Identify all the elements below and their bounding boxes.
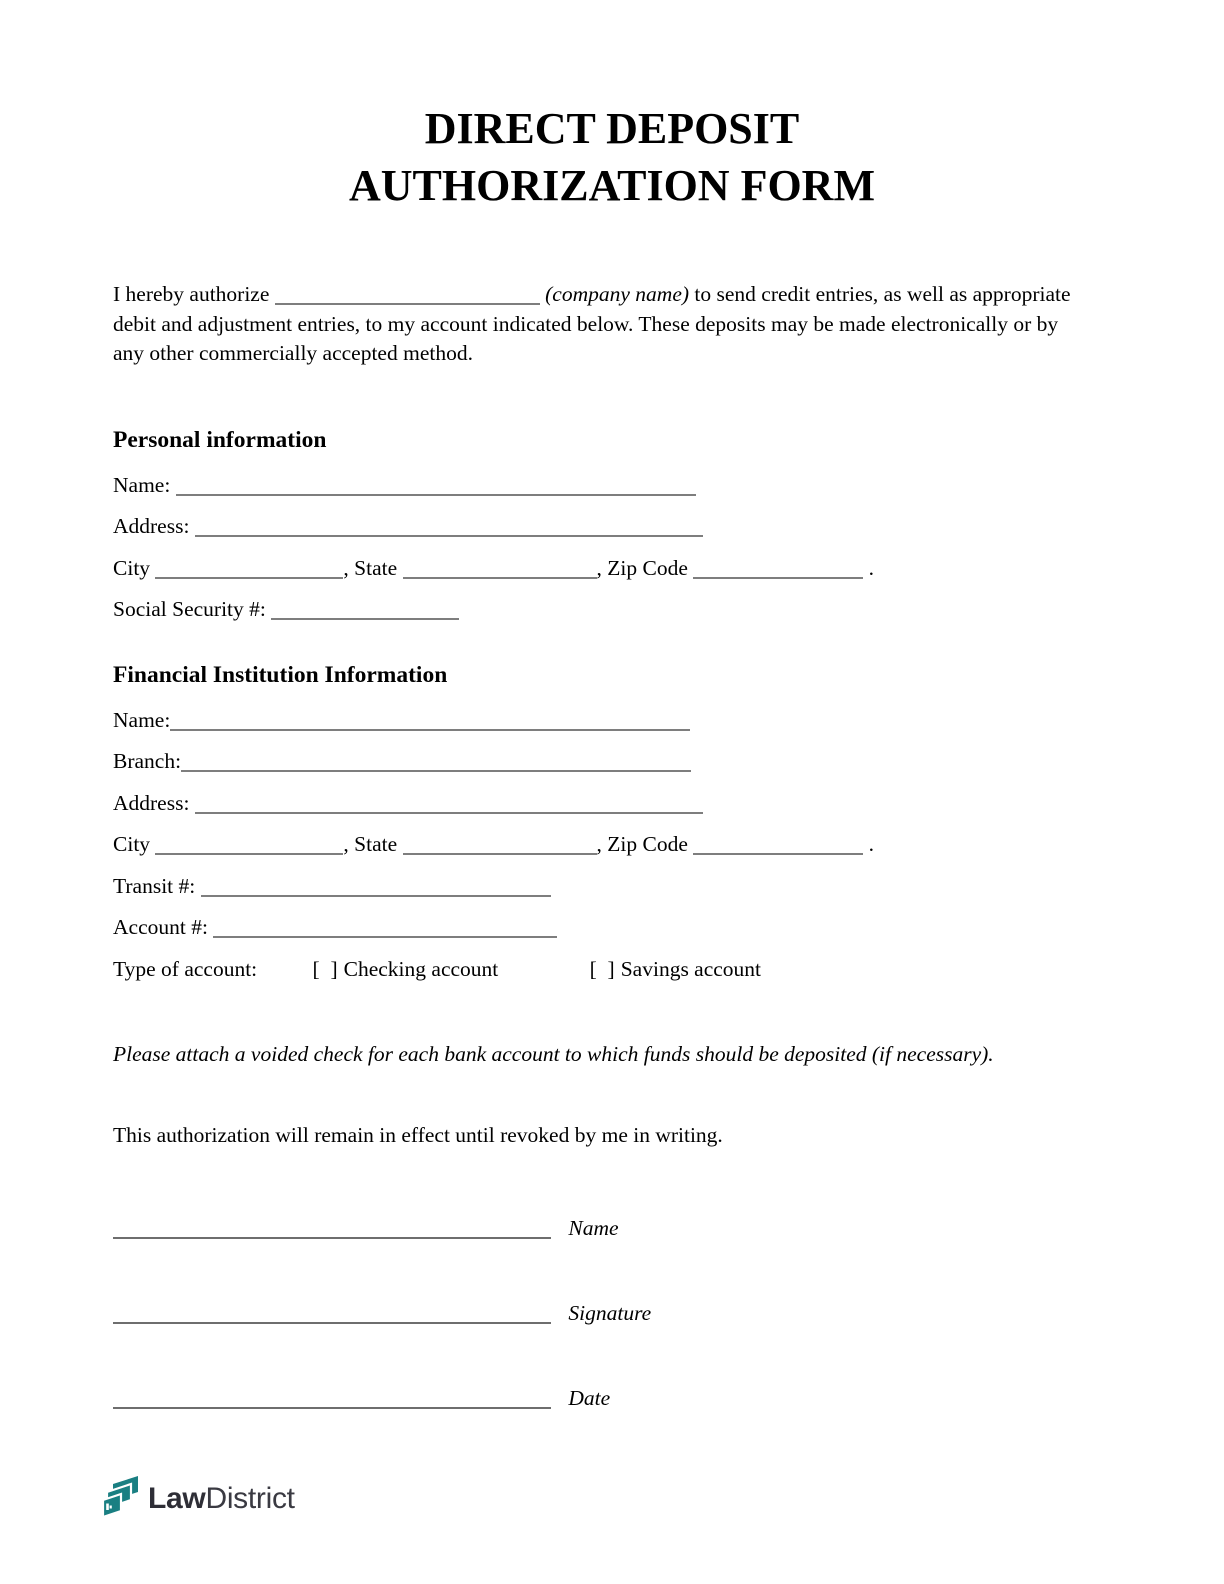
financial-address-input-line[interactable] [195, 796, 703, 814]
voided-check-note: Please attach a voided check for each bank account to which funds should be deposited (if necessary). [113, 1042, 994, 1066]
financial-name-row [113, 709, 1111, 733]
financial-zip-input-line[interactable] [693, 837, 863, 855]
personal-ssn-input-line[interactable] [271, 602, 459, 620]
personal-address-label: Address: [113, 514, 190, 538]
personal-ssn-label: Social Security #: [113, 597, 266, 621]
financial-state-label: State [354, 832, 398, 856]
personal-zip-label: Zip Code [607, 555, 688, 580]
signature-fill-line[interactable] [113, 1304, 551, 1324]
separator-period: . [868, 555, 875, 580]
financial-transit-input-line[interactable] [201, 879, 551, 897]
financial-address-label: Address: [113, 790, 190, 815]
personal-state-label: State [354, 555, 398, 580]
intro-rest-text: to send credit entries, as well as appropriate debit and adjustment entries, to my account indicated below. These deposits may be made electronically or by any other commercially accepted method. [113, 282, 1071, 365]
company-name-hint: (company name) [545, 282, 690, 306]
financial-transit-row [113, 875, 1111, 899]
personal-state-input-line[interactable] [403, 561, 597, 579]
financial-branch-label: Branch: [113, 749, 182, 773]
personal-ssn-row [113, 598, 1111, 622]
separator-comma: , [343, 832, 349, 856]
logo-text-law: Law [148, 1481, 206, 1515]
financial-name-label: Name: [113, 707, 171, 732]
financial-city-state-zip-row [113, 833, 1111, 857]
personal-address-input-line[interactable] [195, 519, 703, 537]
name-signature-row [113, 1215, 1111, 1241]
financial-account-row [113, 916, 1111, 940]
lawdistrict-logo [100, 1475, 295, 1522]
date-row [113, 1385, 1111, 1411]
personal-name-input-line[interactable] [176, 478, 696, 496]
checking-checkbox[interactable]: [ ] [312, 956, 338, 981]
financial-branch-row [113, 750, 1111, 774]
financial-account-label: Account #: [113, 915, 208, 939]
savings-account-option [590, 957, 761, 981]
separator-comma: , [343, 555, 349, 580]
intro-lead-text: I hereby authorize [113, 282, 270, 306]
financial-city-input-line[interactable] [155, 837, 343, 855]
financial-branch-input-line[interactable] [181, 754, 691, 772]
financial-institution-heading: Financial Institution Information [113, 661, 448, 688]
signature-line-label: Signature [568, 1301, 652, 1325]
financial-zip-label: Zip Code [607, 832, 688, 856]
name-line-label: Name [568, 1216, 619, 1240]
personal-city-label: City [113, 555, 151, 580]
personal-information-heading: Personal information [113, 426, 327, 453]
financial-name-input-line[interactable] [170, 713, 690, 731]
date-line-label: Date [568, 1386, 611, 1410]
financial-city-label: City [113, 832, 151, 856]
financial-transit-label: Transit #: [113, 873, 196, 898]
lawdistrict-logo-text [148, 1482, 295, 1516]
personal-city-state-zip-row [113, 557, 1111, 581]
title-line-2: AUTHORIZATION FORM [349, 161, 875, 210]
checking-account-option [313, 957, 499, 981]
page-title [0, 100, 1224, 214]
revocation-statement: This authorization will remain in effect until revoked by me in writing. [113, 1123, 723, 1147]
title-line-1: DIRECT DEPOSIT [424, 104, 800, 153]
personal-address-row [113, 515, 1111, 539]
separator-comma: , [596, 832, 602, 856]
signature-row [113, 1300, 1111, 1326]
intro-paragraph [113, 280, 1091, 369]
company-name-input-line[interactable] [275, 287, 540, 305]
personal-name-label: Name: [113, 472, 171, 497]
account-type-label: Type of account: [113, 956, 258, 981]
logo-text-district: District [205, 1481, 295, 1515]
name-fill-line[interactable] [113, 1219, 551, 1239]
account-type-row [113, 958, 1111, 982]
financial-address-row [113, 792, 1111, 816]
separator-comma: , [596, 555, 602, 580]
personal-city-input-line[interactable] [155, 561, 343, 579]
separator-period: . [868, 832, 875, 856]
lawdistrict-logo-icon [100, 1475, 141, 1522]
financial-state-input-line[interactable] [403, 837, 597, 855]
financial-account-input-line[interactable] [213, 920, 557, 938]
personal-zip-input-line[interactable] [693, 561, 863, 579]
savings-checkbox[interactable]: [ ] [589, 956, 615, 981]
savings-account-label: Savings account [620, 956, 762, 981]
personal-name-row [113, 474, 1111, 498]
date-fill-line[interactable] [113, 1389, 551, 1409]
checking-account-label: Checking account [343, 956, 499, 981]
